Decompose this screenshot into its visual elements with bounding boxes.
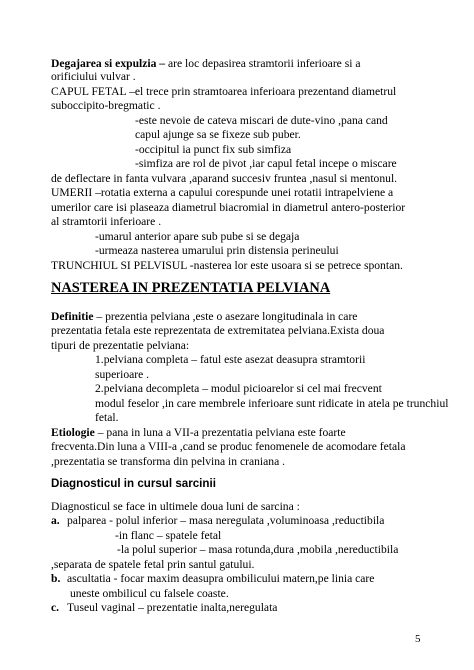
text-line (95, 244, 339, 257)
text-line (51, 215, 161, 228)
text-line (51, 440, 406, 453)
body-text: are loc depasirea stramtorii inferioare si a (165, 57, 361, 70)
body-text: capul ajunge sa se fixeze sub puber. (135, 128, 301, 141)
text-line (95, 382, 382, 395)
body-text: TRUNCHIUL SI PELVISUL -nasterea lor este usoara si se petrece spontan. (51, 259, 403, 272)
body-text: -in flanc – spatele fetal (115, 529, 222, 542)
body-text: orificiului vulvar . (51, 70, 136, 83)
body-text: prezentatia fetala este reprezentata de extremitatea pelviana.Exista doua (51, 324, 385, 337)
text-line (115, 529, 221, 542)
text-line (95, 411, 119, 424)
body-text: ,prezentatia se transforma din pelvina in craniana . (51, 455, 286, 468)
text-line (51, 500, 300, 513)
text-line (51, 339, 189, 352)
body-text: – prezentia pelviana ,este o asezare longitudinala in care (93, 310, 358, 323)
body-text: Diagnosticul se face in ultimele doua luni de sarcina : (51, 500, 300, 513)
list-marker: a. (51, 514, 60, 527)
text-line (117, 543, 398, 556)
body-text: -umarul anterior apare sub pube si se degaja (95, 230, 300, 243)
text-line (95, 368, 149, 381)
body-text: -la polul superior – masa rotunda,dura ,mobila ,nereductibila (117, 543, 399, 556)
text-line (51, 259, 403, 272)
text-line (135, 157, 397, 170)
text-line (95, 353, 365, 366)
text-line (51, 310, 357, 323)
body-text: al stramtorii inferioare . (51, 215, 162, 228)
text-line (51, 172, 397, 185)
body-text: suboccipito-bregmatic . (51, 99, 161, 112)
body-text: tipuri de prezentatie pelviana: (51, 339, 190, 352)
body-text: umerilor care isi plaseaza diametrul biacromial in diametrul antero-posterior (51, 201, 406, 214)
text-line (51, 558, 254, 571)
emphasis-text: Etiologie (51, 426, 95, 439)
text-line (51, 572, 374, 585)
emphasis-text: NASTEREA IN PREZENTATIA PELVIANA (51, 280, 331, 296)
emphasis-text: Degajarea si expulzia – (51, 57, 166, 70)
text-line (51, 70, 136, 83)
emphasis-text: Definitie (51, 310, 94, 323)
text-line (135, 114, 388, 127)
body-text: 1.pelviana completa – fatul este asezat deasupra stramtorii (95, 353, 366, 366)
list-marker: c. (51, 601, 60, 614)
body-text: -este nevoie de cateva miscari de dute-vino ,pana cand (135, 114, 388, 127)
body-text: fetal. (95, 411, 119, 424)
body-text: de deflectare in fanta vulvara ,aparand succesiv fruntea ,nasul si mentonul. (51, 172, 398, 185)
body-text: frecventa.Din luna a VIII-a ,cand se produc fenomenele de acomodare fetala (51, 440, 406, 453)
body-text: 2.pelviana decompleta – modul picioarelor si cel mai frecvent (95, 382, 382, 395)
text-line (51, 186, 393, 199)
text-line (95, 397, 448, 410)
body-text: -urmeaza nasterea umarului prin distensia perineului (95, 244, 339, 257)
subsection-title (51, 477, 216, 490)
text-line (51, 57, 361, 70)
body-text: Tuseul vaginal – prezentatie inalta,neregulata (67, 601, 278, 614)
text-line (51, 455, 285, 468)
text-line (51, 201, 405, 214)
section-title (51, 280, 330, 296)
text-line (135, 143, 291, 156)
text-line (51, 514, 384, 527)
body-text: uneste ombilicul cu falsele coaste. (70, 587, 229, 600)
text-line (95, 230, 299, 243)
list-marker: b. (51, 572, 61, 585)
text-line (51, 601, 277, 614)
body-text: superioare . (95, 368, 150, 381)
emphasis-text: Diagnosticul in cursul sarcinii (51, 477, 216, 490)
body-text: palparea - polul inferior – masa neregulata ,voluminoasa ,reductibila (67, 514, 385, 527)
body-text: -occipitul ia punct fix sub simfiza (135, 143, 292, 156)
body-text: ,separata de spatele fetal prin santul gatului. (51, 558, 255, 571)
body-text: UMERII –rotatia externa a capului corespunde unei rotatii intrapelviene a (51, 186, 394, 199)
text-line (135, 128, 301, 141)
body-text: -simfiza are rol de pivot ,iar capul fetal incepe o miscare (135, 157, 397, 170)
body-text: modul feselor ,in care membrele inferioare sunt ridicate in atela pe trunchiul (95, 397, 449, 410)
text-line (51, 426, 346, 439)
body-text: ascultatia - focar maxim deasupra ombilicului matern,pe linia care (67, 572, 375, 585)
text-line (51, 85, 396, 98)
text-line (51, 324, 384, 337)
body-text: – pana in luna a VII-a prezentatia pelviana este foarte (94, 426, 346, 439)
text-line (51, 99, 160, 112)
body-text: CAPUL FETAL –el trece prin stramtoarea inferioara prezentand diametrul (51, 85, 397, 98)
page-number: 5 (415, 633, 421, 645)
text-line (70, 587, 229, 600)
